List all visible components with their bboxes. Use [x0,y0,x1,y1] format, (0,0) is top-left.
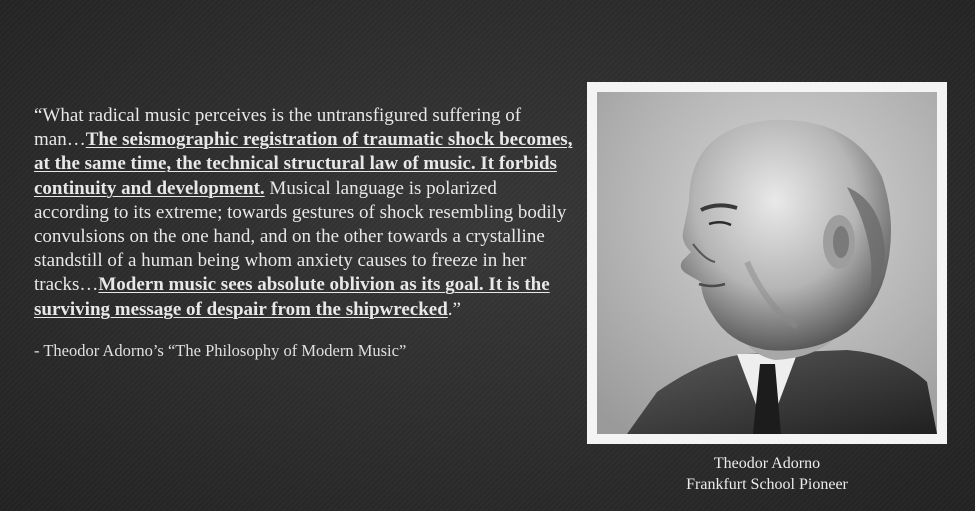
quote-highlight-1: The seismographic registration of traumatic shock becomes, at the same time, the technical structural law of music. It forbids continuity and development. [34,129,573,199]
quote-citation: - Theodor Adorno’s “The Philosophy of Modern Music” [34,340,407,360]
portrait-frame [587,82,947,444]
quote-text [34,104,574,322]
quote-part-3: Musical language is polarized according to its extreme; towards gestures of shock resembling bodily convulsions on the one hand, and on the other towards a crystalline standstill of a human being whom anxiety causes to freeze in her tracks… [34,177,567,296]
caption-name: Theodor Adorno [713,455,821,472]
quote-part-5: .” [447,298,461,320]
caption-title: Frankfurt School Pioneer [686,476,848,493]
portrait-caption [587,453,947,495]
quote-block [34,104,574,362]
portrait-photo [597,92,937,434]
quote-part-1: “What radical music perceives is the untransfigured suffering of man… [34,105,522,151]
quote-highlight-2: Modern music sees absolute oblivion as its goal. It is the surviving message of despair from the shipwrecked [34,274,550,320]
